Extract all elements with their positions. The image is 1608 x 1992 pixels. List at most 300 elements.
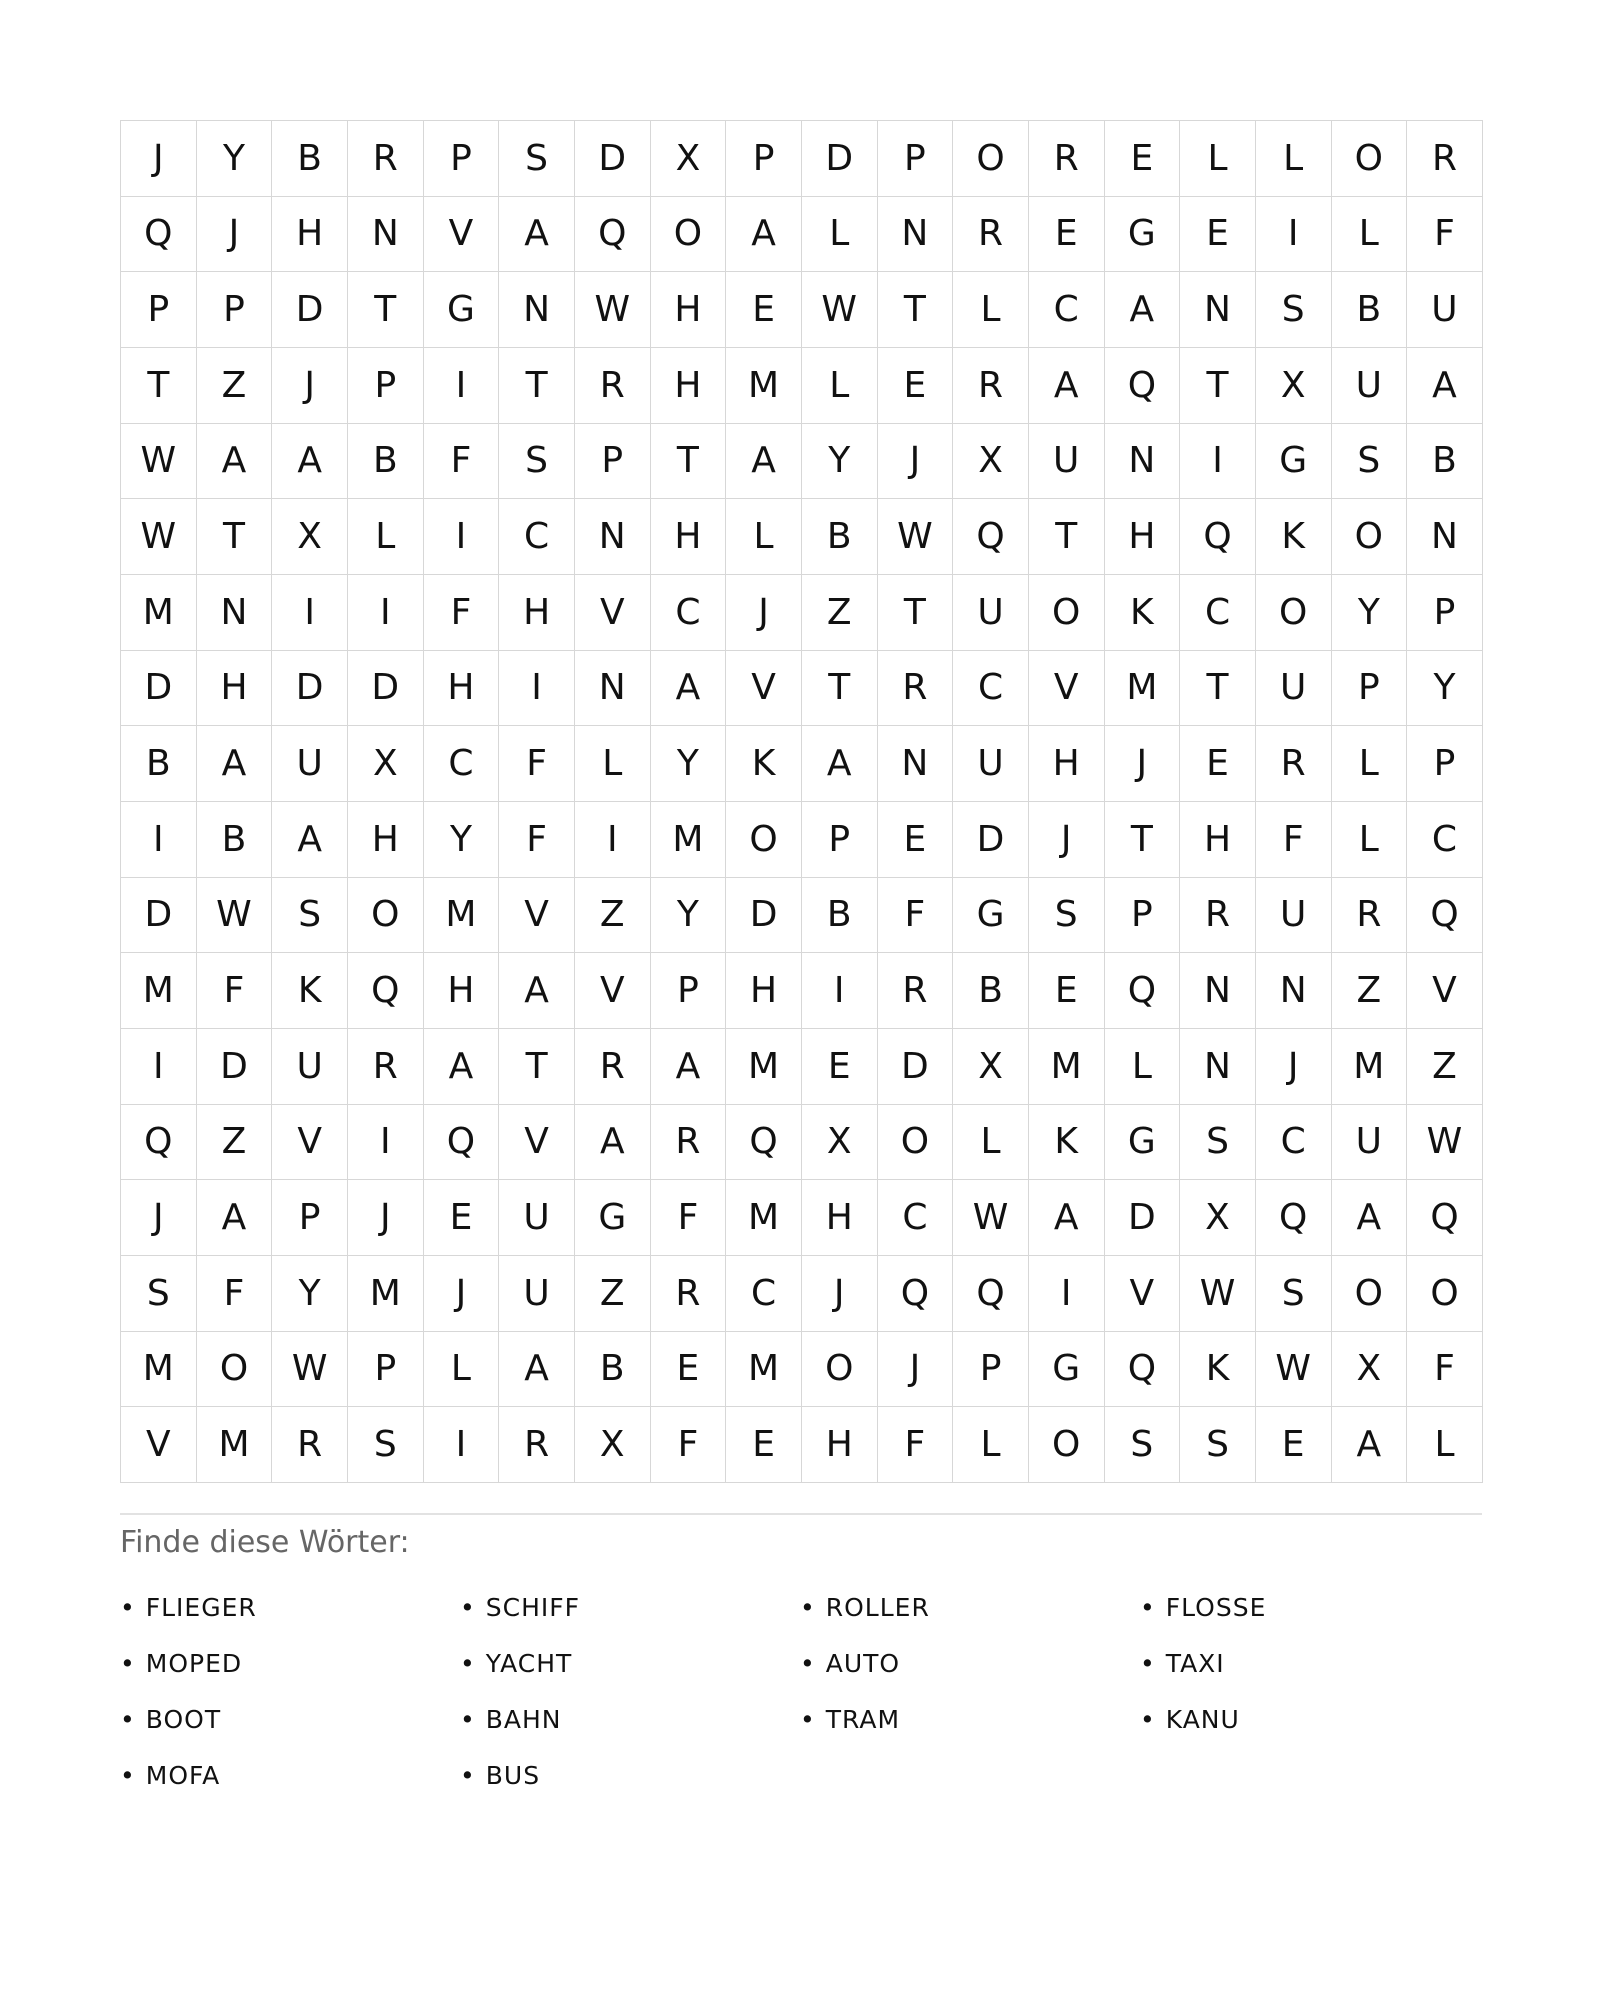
grid-cell[interactable]: E xyxy=(802,1029,878,1105)
grid-cell[interactable]: E xyxy=(1180,726,1256,802)
grid-cell[interactable]: V xyxy=(726,651,802,727)
grid-cell[interactable]: J xyxy=(878,1332,954,1408)
grid-cell[interactable]: S xyxy=(499,424,575,500)
grid-cell[interactable]: G xyxy=(1256,424,1332,500)
grid-cell[interactable]: Z xyxy=(1332,953,1408,1029)
grid-cell[interactable]: K xyxy=(1180,1332,1256,1408)
grid-cell[interactable]: U xyxy=(1407,272,1483,348)
grid-cell[interactable]: E xyxy=(424,1180,500,1256)
grid-cell[interactable]: R xyxy=(348,121,424,197)
grid-cell[interactable]: R xyxy=(1332,878,1408,954)
grid-cell[interactable]: U xyxy=(1332,1105,1408,1181)
grid-cell[interactable]: V xyxy=(1407,953,1483,1029)
grid-cell[interactable]: L xyxy=(348,499,424,575)
grid-cell[interactable]: A xyxy=(1332,1180,1408,1256)
grid-cell[interactable]: L xyxy=(1180,121,1256,197)
grid-cell[interactable]: L xyxy=(1332,802,1408,878)
grid-cell[interactable]: B xyxy=(121,726,197,802)
grid-cell[interactable]: E xyxy=(1256,1407,1332,1483)
grid-cell[interactable]: U xyxy=(953,575,1029,651)
grid-cell[interactable]: S xyxy=(1029,878,1105,954)
grid-cell[interactable]: P xyxy=(197,272,273,348)
grid-cell[interactable]: I xyxy=(272,575,348,651)
grid-cell[interactable]: B xyxy=(802,878,878,954)
grid-cell[interactable]: O xyxy=(1029,575,1105,651)
grid-cell[interactable]: D xyxy=(726,878,802,954)
grid-cell[interactable]: O xyxy=(1332,1256,1408,1332)
grid-cell[interactable]: B xyxy=(348,424,424,500)
grid-cell[interactable]: T xyxy=(499,348,575,424)
grid-cell[interactable]: D xyxy=(575,121,651,197)
grid-cell[interactable]: I xyxy=(1029,1256,1105,1332)
grid-cell[interactable]: N xyxy=(878,726,954,802)
grid-cell[interactable]: N xyxy=(1180,1029,1256,1105)
grid-cell[interactable]: A xyxy=(1332,1407,1408,1483)
grid-cell[interactable]: N xyxy=(1256,953,1332,1029)
grid-cell[interactable]: V xyxy=(424,197,500,273)
grid-cell[interactable]: R xyxy=(878,651,954,727)
grid-cell[interactable]: M xyxy=(348,1256,424,1332)
grid-cell[interactable]: W xyxy=(121,499,197,575)
grid-cell[interactable]: H xyxy=(1105,499,1181,575)
grid-cell[interactable]: H xyxy=(651,499,727,575)
grid-cell[interactable]: F xyxy=(197,1256,273,1332)
grid-cell[interactable]: Q xyxy=(575,197,651,273)
grid-cell[interactable]: Q xyxy=(1180,499,1256,575)
grid-cell[interactable]: O xyxy=(1332,499,1408,575)
grid-cell[interactable]: V xyxy=(272,1105,348,1181)
grid-cell[interactable]: H xyxy=(726,953,802,1029)
grid-cell[interactable]: M xyxy=(726,348,802,424)
grid-cell[interactable]: K xyxy=(1105,575,1181,651)
grid-cell[interactable]: W xyxy=(197,878,273,954)
grid-cell[interactable]: R xyxy=(1256,726,1332,802)
grid-cell[interactable]: F xyxy=(878,1407,954,1483)
grid-cell[interactable]: W xyxy=(575,272,651,348)
grid-cell[interactable]: Z xyxy=(802,575,878,651)
grid-cell[interactable]: H xyxy=(499,575,575,651)
grid-cell[interactable]: O xyxy=(348,878,424,954)
grid-cell[interactable]: Q xyxy=(1105,953,1181,1029)
grid-cell[interactable]: L xyxy=(802,197,878,273)
grid-cell[interactable]: O xyxy=(1332,121,1408,197)
grid-cell[interactable]: R xyxy=(575,348,651,424)
grid-cell[interactable]: A xyxy=(499,197,575,273)
grid-cell[interactable]: E xyxy=(726,1407,802,1483)
grid-cell[interactable]: F xyxy=(651,1407,727,1483)
grid-cell[interactable]: L xyxy=(1407,1407,1483,1483)
grid-cell[interactable]: L xyxy=(726,499,802,575)
grid-cell[interactable]: A xyxy=(499,1332,575,1408)
grid-cell[interactable]: D xyxy=(272,651,348,727)
grid-cell[interactable]: U xyxy=(1332,348,1408,424)
grid-cell[interactable]: N xyxy=(878,197,954,273)
grid-cell[interactable]: P xyxy=(272,1180,348,1256)
grid-cell[interactable]: B xyxy=(197,802,273,878)
grid-cell[interactable]: H xyxy=(802,1180,878,1256)
grid-cell[interactable]: F xyxy=(878,878,954,954)
grid-cell[interactable]: R xyxy=(953,348,1029,424)
grid-cell[interactable]: O xyxy=(878,1105,954,1181)
grid-cell[interactable]: M xyxy=(424,878,500,954)
grid-cell[interactable]: Q xyxy=(121,197,197,273)
grid-cell[interactable]: N xyxy=(197,575,273,651)
grid-cell[interactable]: P xyxy=(424,121,500,197)
grid-cell[interactable]: G xyxy=(424,272,500,348)
grid-cell[interactable]: Z xyxy=(197,348,273,424)
grid-cell[interactable]: H xyxy=(1029,726,1105,802)
grid-cell[interactable]: X xyxy=(1180,1180,1256,1256)
grid-cell[interactable]: S xyxy=(1105,1407,1181,1483)
grid-cell[interactable]: O xyxy=(1029,1407,1105,1483)
grid-cell[interactable]: F xyxy=(1256,802,1332,878)
grid-cell[interactable]: R xyxy=(575,1029,651,1105)
grid-cell[interactable]: P xyxy=(348,348,424,424)
grid-cell[interactable]: J xyxy=(1256,1029,1332,1105)
grid-cell[interactable]: P xyxy=(878,121,954,197)
grid-cell[interactable]: C xyxy=(499,499,575,575)
grid-cell[interactable]: S xyxy=(121,1256,197,1332)
grid-cell[interactable]: O xyxy=(802,1332,878,1408)
grid-cell[interactable]: W xyxy=(878,499,954,575)
grid-cell[interactable]: A xyxy=(197,1180,273,1256)
grid-cell[interactable]: J xyxy=(121,1180,197,1256)
grid-cell[interactable]: C xyxy=(878,1180,954,1256)
grid-cell[interactable]: Z xyxy=(1407,1029,1483,1105)
grid-cell[interactable]: J xyxy=(272,348,348,424)
grid-cell[interactable]: E xyxy=(1105,121,1181,197)
grid-cell[interactable]: G xyxy=(1105,1105,1181,1181)
grid-cell[interactable]: L xyxy=(1105,1029,1181,1105)
grid-cell[interactable]: J xyxy=(878,424,954,500)
grid-cell[interactable]: J xyxy=(424,1256,500,1332)
grid-cell[interactable]: N xyxy=(575,651,651,727)
grid-cell[interactable]: N xyxy=(348,197,424,273)
grid-cell[interactable]: S xyxy=(1180,1407,1256,1483)
grid-cell[interactable]: S xyxy=(272,878,348,954)
grid-cell[interactable]: A xyxy=(272,802,348,878)
grid-cell[interactable]: E xyxy=(1029,953,1105,1029)
grid-cell[interactable]: O xyxy=(1256,575,1332,651)
grid-cell[interactable]: U xyxy=(953,726,1029,802)
grid-cell[interactable]: M xyxy=(197,1407,273,1483)
grid-cell[interactable]: T xyxy=(802,651,878,727)
grid-cell[interactable]: N xyxy=(1180,953,1256,1029)
grid-cell[interactable]: V xyxy=(1105,1256,1181,1332)
grid-cell[interactable]: R xyxy=(651,1105,727,1181)
grid-cell[interactable]: K xyxy=(1029,1105,1105,1181)
grid-cell[interactable]: B xyxy=(1332,272,1408,348)
grid-cell[interactable]: Y xyxy=(424,802,500,878)
grid-cell[interactable]: F xyxy=(197,953,273,1029)
grid-cell[interactable]: T xyxy=(878,272,954,348)
grid-cell[interactable]: T xyxy=(651,424,727,500)
grid-cell[interactable]: X xyxy=(651,121,727,197)
grid-cell[interactable]: L xyxy=(575,726,651,802)
grid-cell[interactable]: Q xyxy=(953,499,1029,575)
grid-cell[interactable]: A xyxy=(575,1105,651,1181)
grid-cell[interactable]: Q xyxy=(1105,348,1181,424)
grid-cell[interactable]: S xyxy=(1256,272,1332,348)
grid-cell[interactable]: R xyxy=(1180,878,1256,954)
grid-cell[interactable]: D xyxy=(272,272,348,348)
grid-cell[interactable]: D xyxy=(197,1029,273,1105)
grid-cell[interactable]: X xyxy=(802,1105,878,1181)
grid-cell[interactable]: Q xyxy=(1407,878,1483,954)
grid-cell[interactable]: A xyxy=(651,1029,727,1105)
grid-cell[interactable]: E xyxy=(878,348,954,424)
grid-cell[interactable]: G xyxy=(953,878,1029,954)
grid-cell[interactable]: I xyxy=(348,1105,424,1181)
grid-cell[interactable]: A xyxy=(272,424,348,500)
grid-cell[interactable]: Y xyxy=(197,121,273,197)
grid-cell[interactable]: Q xyxy=(726,1105,802,1181)
grid-cell[interactable]: R xyxy=(953,197,1029,273)
grid-cell[interactable]: Y xyxy=(1332,575,1408,651)
grid-cell[interactable]: B xyxy=(1407,424,1483,500)
grid-cell[interactable]: C xyxy=(424,726,500,802)
grid-cell[interactable]: A xyxy=(1029,348,1105,424)
grid-cell[interactable]: M xyxy=(121,575,197,651)
grid-cell[interactable]: I xyxy=(424,348,500,424)
grid-cell[interactable]: L xyxy=(802,348,878,424)
grid-cell[interactable]: O xyxy=(726,802,802,878)
grid-cell[interactable]: D xyxy=(1105,1180,1181,1256)
grid-cell[interactable]: G xyxy=(1105,197,1181,273)
grid-cell[interactable]: C xyxy=(726,1256,802,1332)
grid-cell[interactable]: T xyxy=(878,575,954,651)
grid-cell[interactable]: Q xyxy=(424,1105,500,1181)
grid-cell[interactable]: S xyxy=(348,1407,424,1483)
grid-cell[interactable]: D xyxy=(348,651,424,727)
grid-cell[interactable]: T xyxy=(197,499,273,575)
grid-cell[interactable]: X xyxy=(953,1029,1029,1105)
grid-cell[interactable]: K xyxy=(1256,499,1332,575)
grid-cell[interactable]: M xyxy=(1332,1029,1408,1105)
grid-cell[interactable]: A xyxy=(1105,272,1181,348)
grid-cell[interactable]: I xyxy=(424,499,500,575)
grid-cell[interactable]: I xyxy=(121,1029,197,1105)
grid-cell[interactable]: A xyxy=(197,424,273,500)
grid-cell[interactable]: V xyxy=(575,575,651,651)
grid-cell[interactable]: M xyxy=(651,802,727,878)
grid-cell[interactable]: H xyxy=(348,802,424,878)
grid-cell[interactable]: O xyxy=(197,1332,273,1408)
grid-cell[interactable]: E xyxy=(1180,197,1256,273)
grid-cell[interactable]: Q xyxy=(953,1256,1029,1332)
grid-cell[interactable]: J xyxy=(121,121,197,197)
grid-cell[interactable]: B xyxy=(575,1332,651,1408)
grid-cell[interactable]: T xyxy=(499,1029,575,1105)
grid-cell[interactable]: I xyxy=(121,802,197,878)
grid-cell[interactable]: I xyxy=(575,802,651,878)
grid-cell[interactable]: O xyxy=(1407,1256,1483,1332)
grid-cell[interactable]: U xyxy=(272,726,348,802)
grid-cell[interactable]: A xyxy=(802,726,878,802)
grid-cell[interactable]: T xyxy=(121,348,197,424)
grid-cell[interactable]: X xyxy=(1256,348,1332,424)
grid-cell[interactable]: M xyxy=(726,1332,802,1408)
grid-cell[interactable]: P xyxy=(348,1332,424,1408)
grid-cell[interactable]: H xyxy=(1180,802,1256,878)
grid-cell[interactable]: D xyxy=(953,802,1029,878)
grid-cell[interactable]: V xyxy=(1029,651,1105,727)
grid-cell[interactable]: P xyxy=(802,802,878,878)
grid-cell[interactable]: W xyxy=(1180,1256,1256,1332)
grid-cell[interactable]: F xyxy=(651,1180,727,1256)
grid-cell[interactable]: D xyxy=(121,878,197,954)
grid-cell[interactable]: G xyxy=(575,1180,651,1256)
grid-cell[interactable]: W xyxy=(272,1332,348,1408)
grid-cell[interactable]: S xyxy=(499,121,575,197)
grid-cell[interactable]: O xyxy=(651,197,727,273)
grid-cell[interactable]: B xyxy=(953,953,1029,1029)
grid-cell[interactable]: H xyxy=(424,651,500,727)
grid-cell[interactable]: J xyxy=(726,575,802,651)
grid-cell[interactable]: E xyxy=(726,272,802,348)
grid-cell[interactable]: R xyxy=(1029,121,1105,197)
grid-cell[interactable]: Y xyxy=(651,878,727,954)
grid-cell[interactable]: Y xyxy=(651,726,727,802)
grid-cell[interactable]: J xyxy=(348,1180,424,1256)
grid-cell[interactable]: Z xyxy=(197,1105,273,1181)
grid-cell[interactable]: R xyxy=(348,1029,424,1105)
grid-cell[interactable]: W xyxy=(1407,1105,1483,1181)
grid-cell[interactable]: A xyxy=(1407,348,1483,424)
grid-cell[interactable]: Q xyxy=(878,1256,954,1332)
grid-cell[interactable]: N xyxy=(1407,499,1483,575)
grid-cell[interactable]: Y xyxy=(802,424,878,500)
grid-cell[interactable]: Y xyxy=(1407,651,1483,727)
grid-cell[interactable]: Z xyxy=(575,1256,651,1332)
grid-cell[interactable]: L xyxy=(953,1105,1029,1181)
grid-cell[interactable]: U xyxy=(1256,651,1332,727)
grid-cell[interactable]: S xyxy=(1256,1256,1332,1332)
grid-cell[interactable]: P xyxy=(121,272,197,348)
grid-cell[interactable]: F xyxy=(499,726,575,802)
grid-cell[interactable]: A xyxy=(651,651,727,727)
grid-cell[interactable]: W xyxy=(1256,1332,1332,1408)
grid-cell[interactable]: I xyxy=(1180,424,1256,500)
grid-cell[interactable]: J xyxy=(1029,802,1105,878)
grid-cell[interactable]: X xyxy=(1332,1332,1408,1408)
grid-cell[interactable]: H xyxy=(651,348,727,424)
grid-cell[interactable]: V xyxy=(499,1105,575,1181)
grid-cell[interactable]: N xyxy=(1105,424,1181,500)
grid-cell[interactable]: L xyxy=(424,1332,500,1408)
grid-cell[interactable]: W xyxy=(121,424,197,500)
grid-cell[interactable]: E xyxy=(651,1332,727,1408)
grid-cell[interactable]: U xyxy=(1256,878,1332,954)
grid-cell[interactable]: Q xyxy=(1256,1180,1332,1256)
grid-cell[interactable]: V xyxy=(499,878,575,954)
grid-cell[interactable]: X xyxy=(953,424,1029,500)
grid-cell[interactable]: V xyxy=(121,1407,197,1483)
grid-cell[interactable]: S xyxy=(1332,424,1408,500)
grid-cell[interactable]: N xyxy=(499,272,575,348)
grid-cell[interactable]: D xyxy=(802,121,878,197)
grid-cell[interactable]: I xyxy=(499,651,575,727)
grid-cell[interactable]: C xyxy=(1256,1105,1332,1181)
grid-cell[interactable]: L xyxy=(953,1407,1029,1483)
grid-cell[interactable]: M xyxy=(121,1332,197,1408)
grid-cell[interactable]: Q xyxy=(1105,1332,1181,1408)
grid-cell[interactable]: P xyxy=(726,121,802,197)
grid-cell[interactable]: X xyxy=(575,1407,651,1483)
grid-cell[interactable]: H xyxy=(197,651,273,727)
grid-cell[interactable]: A xyxy=(499,953,575,1029)
grid-cell[interactable]: Z xyxy=(575,878,651,954)
grid-cell[interactable]: P xyxy=(953,1332,1029,1408)
grid-cell[interactable]: M xyxy=(1029,1029,1105,1105)
grid-cell[interactable]: M xyxy=(121,953,197,1029)
grid-cell[interactable]: X xyxy=(348,726,424,802)
grid-cell[interactable]: R xyxy=(272,1407,348,1483)
grid-cell[interactable]: J xyxy=(1105,726,1181,802)
grid-cell[interactable]: U xyxy=(499,1256,575,1332)
grid-cell[interactable]: H xyxy=(272,197,348,273)
grid-cell[interactable]: O xyxy=(953,121,1029,197)
grid-cell[interactable]: U xyxy=(1029,424,1105,500)
grid-cell[interactable]: I xyxy=(1256,197,1332,273)
grid-cell[interactable]: H xyxy=(802,1407,878,1483)
grid-cell[interactable]: V xyxy=(575,953,651,1029)
grid-cell[interactable]: L xyxy=(953,272,1029,348)
grid-cell[interactable]: B xyxy=(272,121,348,197)
grid-cell[interactable]: P xyxy=(1105,878,1181,954)
grid-cell[interactable]: T xyxy=(1180,348,1256,424)
grid-cell[interactable]: E xyxy=(1029,197,1105,273)
grid-cell[interactable]: F xyxy=(424,575,500,651)
grid-cell[interactable]: P xyxy=(1407,726,1483,802)
grid-cell[interactable]: T xyxy=(348,272,424,348)
grid-cell[interactable]: T xyxy=(1105,802,1181,878)
grid-cell[interactable]: U xyxy=(499,1180,575,1256)
grid-cell[interactable]: F xyxy=(1407,1332,1483,1408)
grid-cell[interactable]: G xyxy=(1029,1332,1105,1408)
grid-cell[interactable]: L xyxy=(1332,197,1408,273)
grid-cell[interactable]: F xyxy=(424,424,500,500)
grid-cell[interactable]: D xyxy=(121,651,197,727)
grid-cell[interactable]: T xyxy=(1029,499,1105,575)
grid-cell[interactable]: J xyxy=(802,1256,878,1332)
grid-cell[interactable]: I xyxy=(424,1407,500,1483)
grid-cell[interactable]: A xyxy=(726,197,802,273)
grid-cell[interactable]: Y xyxy=(272,1256,348,1332)
grid-cell[interactable]: W xyxy=(802,272,878,348)
grid-cell[interactable]: C xyxy=(953,651,1029,727)
grid-cell[interactable]: K xyxy=(726,726,802,802)
grid-cell[interactable]: H xyxy=(424,953,500,1029)
grid-cell[interactable]: M xyxy=(726,1180,802,1256)
grid-cell[interactable]: M xyxy=(726,1029,802,1105)
grid-cell[interactable]: A xyxy=(197,726,273,802)
grid-cell[interactable]: H xyxy=(651,272,727,348)
grid-cell[interactable]: N xyxy=(1180,272,1256,348)
grid-cell[interactable]: P xyxy=(575,424,651,500)
grid-cell[interactable]: Q xyxy=(121,1105,197,1181)
grid-cell[interactable]: N xyxy=(575,499,651,575)
grid-cell[interactable]: A xyxy=(424,1029,500,1105)
grid-cell[interactable]: Q xyxy=(1407,1180,1483,1256)
grid-cell[interactable]: W xyxy=(953,1180,1029,1256)
grid-cell[interactable]: X xyxy=(272,499,348,575)
grid-cell[interactable]: K xyxy=(272,953,348,1029)
grid-cell[interactable]: C xyxy=(1180,575,1256,651)
grid-cell[interactable]: L xyxy=(1256,121,1332,197)
grid-cell[interactable]: R xyxy=(651,1256,727,1332)
grid-cell[interactable]: A xyxy=(1029,1180,1105,1256)
